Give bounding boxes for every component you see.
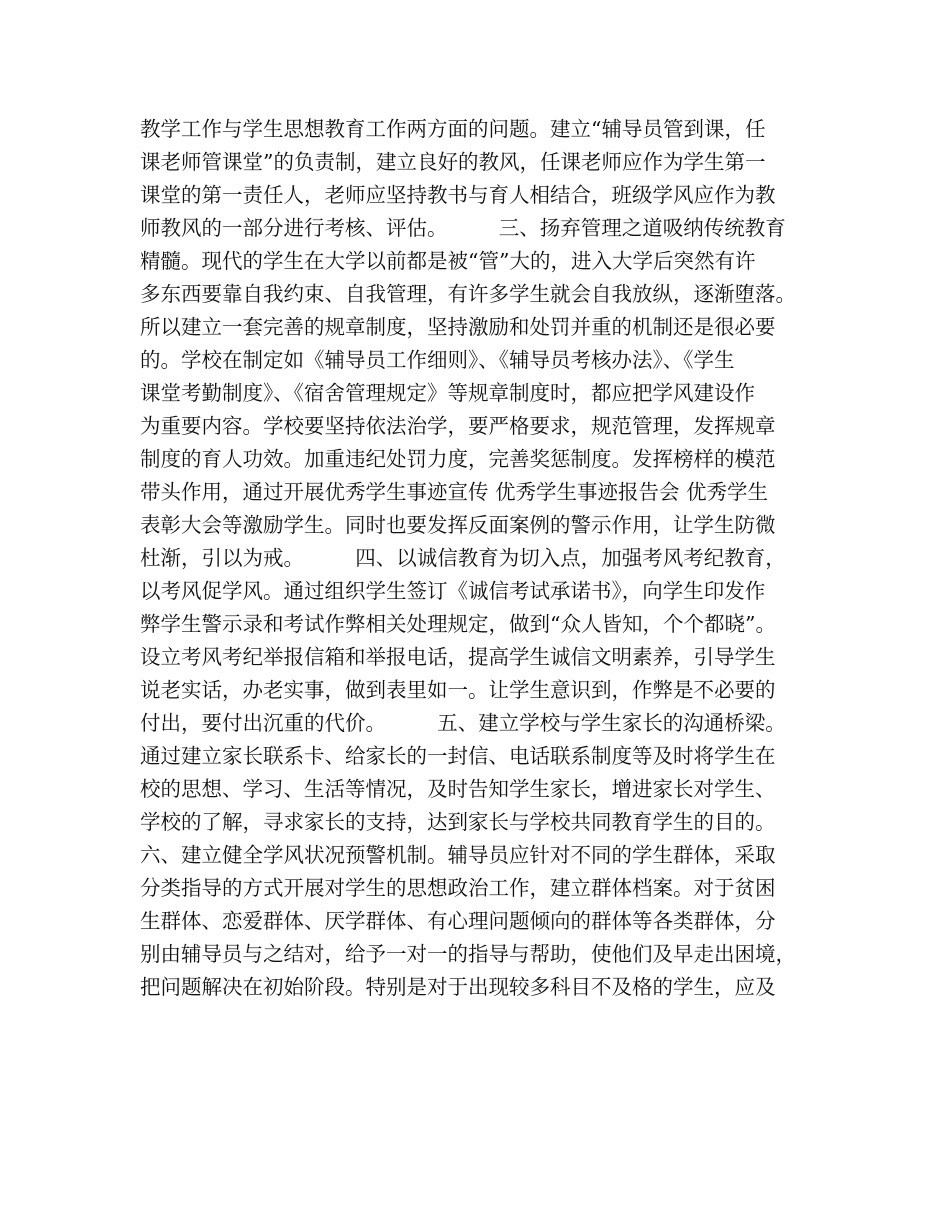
text-line: 的。学校在制定如《辅导员工作细则》、《辅导员考核办法》、《学生 (140, 348, 735, 372)
text-line: 表彰大会等激励学生。同时也要发挥反面案例的警示作用，让学生防微 (140, 513, 776, 537)
text-line: 付出，要付出沉重的代价。 五、建立学校与学生家长的沟通桥梁。 (140, 711, 786, 735)
text-line: 说老实话，办老实事，做到表里如一。让学生意识到，作弊是不必要的 (140, 678, 776, 702)
text-line: 制度的育人功效。加重违纪处罚力度，完善奖惩制度。发挥榜样的模范 (140, 447, 776, 471)
text-line: 师教风的一部分进行考核、评估。 三、扬弃管理之道吸纳传统教育 (140, 216, 786, 240)
text-line: 分类指导的方式开展对学生的思想政治工作，建立群体档案。对于贫困 (140, 876, 776, 900)
text-line: 六、建立健全学风状况预警机制。辅导员应针对不同的学生群体，采取 (140, 843, 776, 867)
text-line: 通过建立家长联系卡、给家长的一封信、电话联系制度等及时将学生在 (140, 744, 776, 768)
text-line: 所以建立一套完善的规章制度，坚持激励和处罚并重的机制还是很必要 (140, 315, 776, 339)
text-line: 杜渐，引以为戒。 四、以诚信教育为切入点，加强考风考纪教育， (140, 546, 786, 570)
text-line: 课老师管课堂”的负责制，建立良好的教风，任课老师应作为学生第一 (140, 150, 766, 174)
body-text (140, 113, 830, 1004)
text-line: 多东西要靠自我约束、自我管理，有许多学生就会自我放纵，逐渐堕落。 (140, 282, 796, 306)
text-line: 把问题解决在初始阶段。特别是对于出现较多科目不及格的学生，应及 (140, 975, 776, 999)
text-line: 设立考风考纪举报信箱和举报电话，提高学生诚信文明素养，引导学生 (140, 645, 776, 669)
text-line: 精髓。现代的学生在大学以前都是被“管”大的，进入大学后突然有许 (140, 249, 756, 273)
text-line: 课堂考勤制度》、《宿舍管理规定》等规章制度时，都应把学风建设作 (140, 381, 755, 405)
text-line: 学校的了解，寻求家长的支持，达到家长与学校共同教育学生的目的。 (140, 810, 776, 834)
text-line: 校的思想、学习、生活等情况，及时告知学生家长，增进家长对学生、 (140, 777, 776, 801)
text-line: 别由辅导员与之结对，给予一对一的指导与帮助，使他们及早走出困境， (140, 942, 796, 966)
text-line: 为重要内容。学校要坚持依法治学，要严格要求，规范管理，发挥规章 (140, 414, 776, 438)
text-line: 教学工作与学生思想教育工作两方面的问题。建立“辅导员管到课，任 (140, 117, 766, 141)
text-line: 带头作用，通过开展优秀学生事迹宣传 优秀学生事迹报告会 优秀学生 (140, 480, 769, 504)
text-line: 课堂的第一责任人，老师应坚持教书与育人相结合，班级学风应作为教 (140, 183, 776, 207)
text-line: 弊学生警示录和考试作弊相关处理规定，做到“众人皆知，个个都晓”。 (140, 612, 776, 636)
text-line: 以考风促学风。通过组织学生签订《诚信考试承诺书》，向学生印发作 (140, 579, 766, 603)
text-line: 生群体、恋爱群体、厌学群体、有心理问题倾向的群体等各类群体，分 (140, 909, 776, 933)
